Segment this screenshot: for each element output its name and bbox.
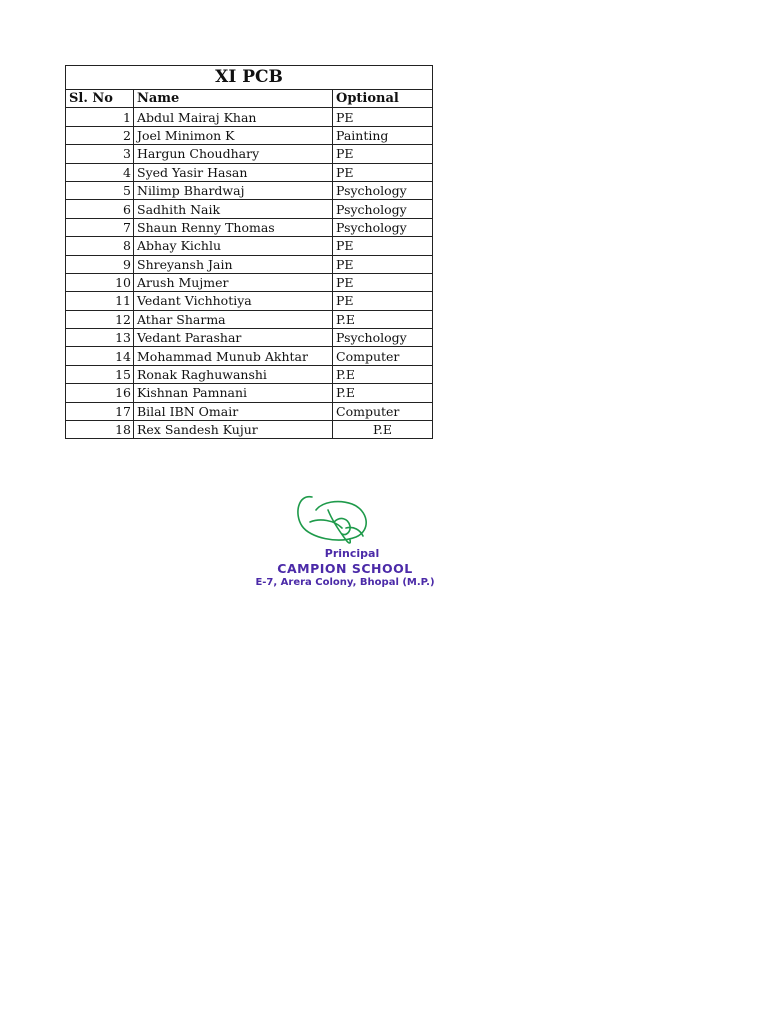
table-row	[66, 237, 433, 255]
row-name: Shaun Renny Thomas	[134, 218, 333, 236]
row-sl-no: 7	[66, 218, 134, 236]
row-optional: Computer	[333, 402, 433, 420]
row-name: Vedant Parashar	[134, 329, 333, 347]
row-name: Shreyansh Jain	[134, 255, 333, 273]
table-row	[66, 200, 433, 218]
row-optional: PE	[333, 163, 433, 181]
row-sl-no: 16	[66, 384, 134, 402]
row-optional: Psychology	[333, 218, 433, 236]
table-row	[66, 402, 433, 420]
header-optional: Optional	[333, 90, 433, 108]
row-optional: PE	[333, 108, 433, 126]
row-optional: Psychology	[333, 200, 433, 218]
row-sl-no: 11	[66, 292, 134, 310]
row-sl-no: 15	[66, 365, 134, 383]
row-name: Joel Minimon K	[134, 126, 333, 144]
row-optional: P.E	[333, 310, 433, 328]
header-name: Name	[134, 90, 333, 108]
principal-stamp	[250, 492, 440, 602]
row-optional: P.E	[333, 365, 433, 383]
row-sl-no: 10	[66, 273, 134, 291]
stamp-school-name: CAMPION SCHOOL	[277, 561, 413, 576]
table-row	[66, 163, 433, 181]
row-optional: P.E	[333, 384, 433, 402]
table-header-row	[66, 90, 433, 108]
row-sl-no: 8	[66, 237, 134, 255]
table-row	[66, 255, 433, 273]
row-name: Abdul Mairaj Khan	[134, 108, 333, 126]
row-name: Arush Mujmer	[134, 273, 333, 291]
row-name: Nilimp Bhardwaj	[134, 181, 333, 199]
row-name: Abhay Kichlu	[134, 237, 333, 255]
stamp-address: E-7, Arera Colony, Bhopal (M.P.)	[255, 577, 435, 588]
row-sl-no: 5	[66, 181, 134, 199]
table-row	[66, 126, 433, 144]
student-table	[65, 65, 433, 439]
row-name: Kishnan Pamnani	[134, 384, 333, 402]
row-sl-no: 13	[66, 329, 134, 347]
table-row	[66, 292, 433, 310]
row-name: Ronak Raghuwanshi	[134, 365, 333, 383]
row-optional: Psychology	[333, 181, 433, 199]
table-row	[66, 384, 433, 402]
row-optional: PE	[333, 273, 433, 291]
row-name: Vedant Vichhotiya	[134, 292, 333, 310]
row-optional: Computer	[333, 347, 433, 365]
row-name: Athar Sharma	[134, 310, 333, 328]
table-row	[66, 181, 433, 199]
table-row	[66, 365, 433, 383]
row-sl-no: 12	[66, 310, 134, 328]
row-sl-no: 4	[66, 163, 134, 181]
row-sl-no: 1	[66, 108, 134, 126]
row-optional: Psychology	[333, 329, 433, 347]
row-sl-no: 14	[66, 347, 134, 365]
row-name: Hargun Choudhary	[134, 145, 333, 163]
header-sl-no: Sl. No	[66, 90, 134, 108]
table-row	[66, 145, 433, 163]
table-row	[66, 329, 433, 347]
table-row	[66, 273, 433, 291]
row-optional: PE	[333, 237, 433, 255]
row-sl-no: 3	[66, 145, 134, 163]
row-name: Bilal IBN Omair	[134, 402, 333, 420]
row-name: Syed Yasir Hasan	[134, 163, 333, 181]
row-sl-no: 9	[66, 255, 134, 273]
row-optional: P.E	[333, 421, 433, 439]
row-name: Mohammad Munub Akhtar	[134, 347, 333, 365]
row-sl-no: 17	[66, 402, 134, 420]
row-sl-no: 6	[66, 200, 134, 218]
row-sl-no: 2	[66, 126, 134, 144]
row-name: Rex Sandesh Kujur	[134, 421, 333, 439]
table-row	[66, 421, 433, 439]
row-optional: PE	[333, 255, 433, 273]
stamp-title: Principal	[324, 547, 380, 560]
table-row	[66, 310, 433, 328]
table-row	[66, 347, 433, 365]
row-name: Sadhith Naik	[134, 200, 333, 218]
row-optional: PE	[333, 292, 433, 310]
row-sl-no: 18	[66, 421, 134, 439]
table-title: XI PCB	[66, 66, 433, 90]
row-optional: PE	[333, 145, 433, 163]
row-optional: Painting	[333, 126, 433, 144]
table-row	[66, 108, 433, 126]
table-row	[66, 218, 433, 236]
